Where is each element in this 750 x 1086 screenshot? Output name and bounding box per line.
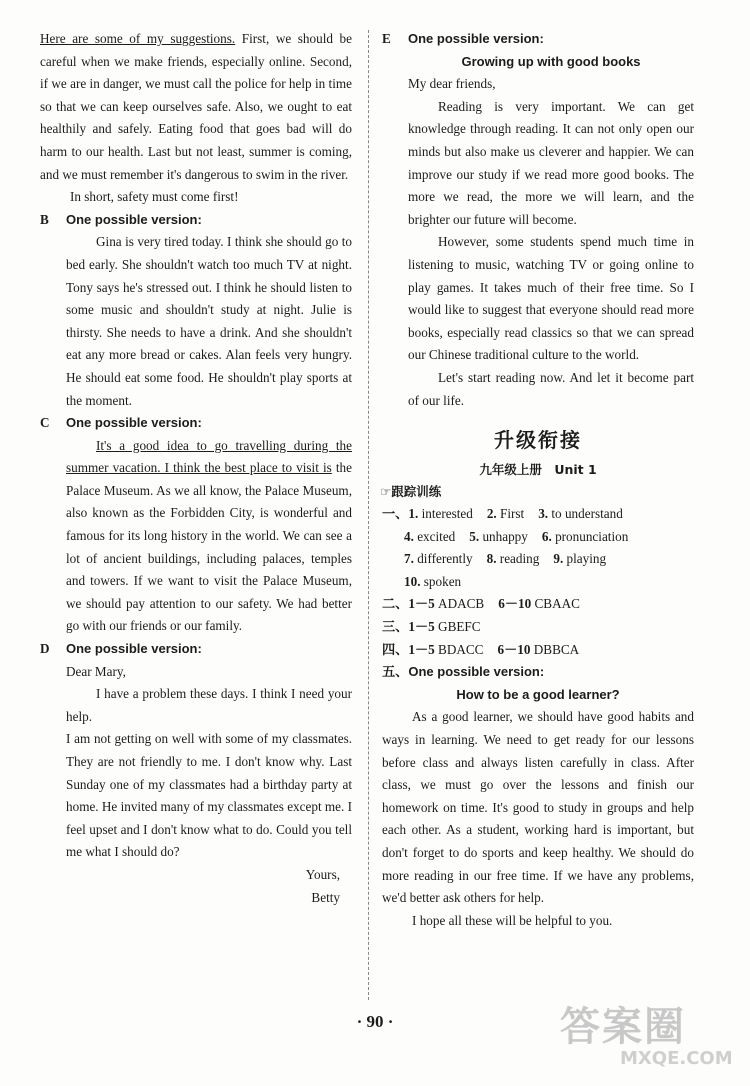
answer-range: 1－5 bbox=[408, 641, 435, 657]
essay-paragraph: Reading is very important. We can get knowledge through reading. It can not only open our minds but also make us cleverer and happier. We can improve our study if we read more good books. The more we read, the more we will learn, and the brighter our future will become. bbox=[408, 98, 694, 227]
section-b-text: Gina is very tired today. I think she should go to bed early. She shouldn't watch too much TV at night. Tony says he's stressed out. I think he should listen to some music and shouldn't study at night. Julie is thirsty. She needs to have a drink. And she shouldn't eat any more bread or cakes. Alan feels very hungry. He should eat some food. He shouldn't play sports at the moment. bbox=[66, 234, 352, 408]
left-column bbox=[40, 28, 352, 909]
part-3-answers bbox=[382, 616, 694, 639]
watermark-logo: 答案圈 bbox=[560, 1004, 686, 1050]
letter-closing: Yours, bbox=[305, 866, 340, 882]
answer-row bbox=[382, 503, 694, 526]
answer-range: 6－10 bbox=[498, 596, 532, 612]
letter-salutation: My dear friends, bbox=[408, 76, 496, 92]
part-label: 三、 bbox=[382, 619, 409, 635]
answer-range: 6－10 bbox=[497, 641, 531, 657]
section-heading: One possible version: bbox=[66, 641, 202, 657]
answer-number: 5. bbox=[469, 528, 480, 544]
answer-number: 3. bbox=[538, 506, 549, 522]
section-c-text: the Palace Museum. As we all know, the Palace Museum, also known as the Forbidden City, is wonderful and famous for its long history in the world. We can see a lot of ancient buildings, including palaces, temples and towers. If we want to visit the Palace Museum, we should pay attention to our safety. We had better go with our friends or our family. bbox=[66, 460, 352, 634]
tracking-label: ☞跟踪训练 bbox=[380, 484, 442, 500]
watermark-url: MXQE.COM bbox=[620, 1048, 733, 1069]
section-heading: One possible version: bbox=[66, 415, 202, 431]
essay-title: Growing up with good books bbox=[461, 53, 641, 69]
section-letter: B bbox=[40, 211, 49, 227]
section-letter: C bbox=[40, 415, 50, 431]
section-c-underlined: It's a good idea to go travelling during the summer vacation. I think the best place to visit is bbox=[66, 437, 352, 476]
answer-number: 9. bbox=[553, 551, 564, 567]
answer-value: DBBCA bbox=[533, 641, 580, 657]
answer-value: interested bbox=[421, 506, 473, 522]
part-5-essay bbox=[382, 661, 694, 932]
essay-paragraph: Let's start reading now. And let it become part of our life. bbox=[408, 369, 694, 408]
part-label: 二、 bbox=[382, 596, 409, 612]
answer-value: GBEFC bbox=[438, 619, 481, 635]
part-label: 一、 bbox=[382, 506, 409, 522]
part-1-answers bbox=[382, 503, 694, 593]
letter-paragraph: I am not getting on well with some of my classmates. They are not friendly to me. I don't know why. Last Sunday one of my classmates had a birthday party at home. He invited many of my classmates except me. I feel upset and I don't know what to do. Could you tell me what I should do? bbox=[66, 731, 353, 860]
answer-row bbox=[382, 526, 694, 549]
answer-value: ADACB bbox=[438, 596, 485, 612]
letter-salutation: Dear Mary, bbox=[66, 663, 126, 679]
answer-number: 2. bbox=[486, 506, 497, 522]
answer-number: 1. bbox=[408, 506, 419, 522]
part-4-answers bbox=[382, 639, 694, 662]
page-number: · 90 · bbox=[356, 1012, 394, 1031]
right-column bbox=[382, 28, 694, 932]
part-label: 四、 bbox=[382, 641, 409, 657]
section-c bbox=[40, 412, 352, 638]
answer-value: unhappy bbox=[482, 528, 528, 544]
answer-value: First bbox=[500, 506, 525, 522]
answer-value: BDACC bbox=[438, 641, 484, 657]
section-heading: One possible version: bbox=[66, 211, 202, 227]
letter-paragraph: I have a problem these days. I think I need your help. bbox=[66, 686, 352, 724]
answer-range: 1－5 bbox=[408, 619, 435, 635]
intro-section bbox=[40, 28, 352, 209]
section-b bbox=[40, 209, 352, 412]
answer-range: 1－5 bbox=[408, 596, 435, 612]
answer-value: playing bbox=[566, 551, 607, 567]
intro-underlined: Here are some of my suggestions. bbox=[40, 31, 236, 46]
section-letter: D bbox=[40, 641, 50, 657]
section-heading: One possible version: bbox=[408, 664, 545, 680]
answer-number: 8. bbox=[486, 551, 497, 567]
answer-number: 4. bbox=[404, 528, 414, 544]
answer-row bbox=[382, 571, 694, 594]
answer-value: pronunciation bbox=[555, 528, 629, 544]
section-e bbox=[382, 28, 694, 412]
answer-value: differently bbox=[417, 551, 473, 567]
part-2-answers bbox=[382, 593, 694, 616]
section-letter: E bbox=[382, 31, 391, 46]
essay-paragraph: I hope all these will be helpful to you. bbox=[412, 912, 613, 928]
answer-value: spoken bbox=[423, 573, 462, 589]
answer-value: excited bbox=[417, 528, 456, 544]
answer-number: 10. bbox=[404, 573, 421, 589]
unit-title: 九年级上册 Unit 1 bbox=[479, 462, 597, 478]
intro-conclusion: In short, safety must come first! bbox=[70, 189, 239, 205]
essay-title: How to be a good learner? bbox=[456, 686, 620, 702]
answer-number: 6. bbox=[541, 528, 552, 544]
answer-number: 7. bbox=[404, 551, 414, 567]
intro-text: First, we should be careful when we make friends, especially online. Second, if we are in danger, we must call the police for help in time so that we can keep ourselves safe. Also, we ought to eat healthily and safely. Eating food that goes bad will do harm to our health. Last but not least, summer is coming, and we must remember it's dangerous to swim in the river. bbox=[40, 31, 352, 182]
letter-signature: Betty bbox=[311, 889, 340, 905]
column-divider bbox=[368, 30, 369, 1000]
section-title: 升级衔接 bbox=[494, 428, 582, 453]
part-label: 五、 bbox=[382, 664, 409, 680]
section-heading: One possible version: bbox=[408, 31, 544, 46]
answer-row bbox=[382, 548, 694, 571]
essay-paragraph: However, some students spend much time in listening to music, watching TV or going online to play games. It takes much of their free time. So I would like to suggest that everyone should read more books, especially read classics so that we can spread our Chinese traditional culture to the world. bbox=[408, 234, 694, 363]
answer-value: reading bbox=[499, 551, 540, 567]
essay-paragraph: As a good learner, we should have good habits and ways in learning. We need to get ready for our lessons before class and always listen carefully in class. After class, we must go over the lessons and finish our homework on time. It's good to study in groups and help each other. As a student, working hard is important, but don't forget to do sports and keep healthy. We should do more reading in our free time. If we have any problems, we'd better ask others for help. bbox=[382, 709, 694, 906]
section-d bbox=[40, 638, 352, 909]
answer-value: to understand bbox=[551, 506, 623, 522]
answer-value: CBAAC bbox=[534, 596, 580, 612]
